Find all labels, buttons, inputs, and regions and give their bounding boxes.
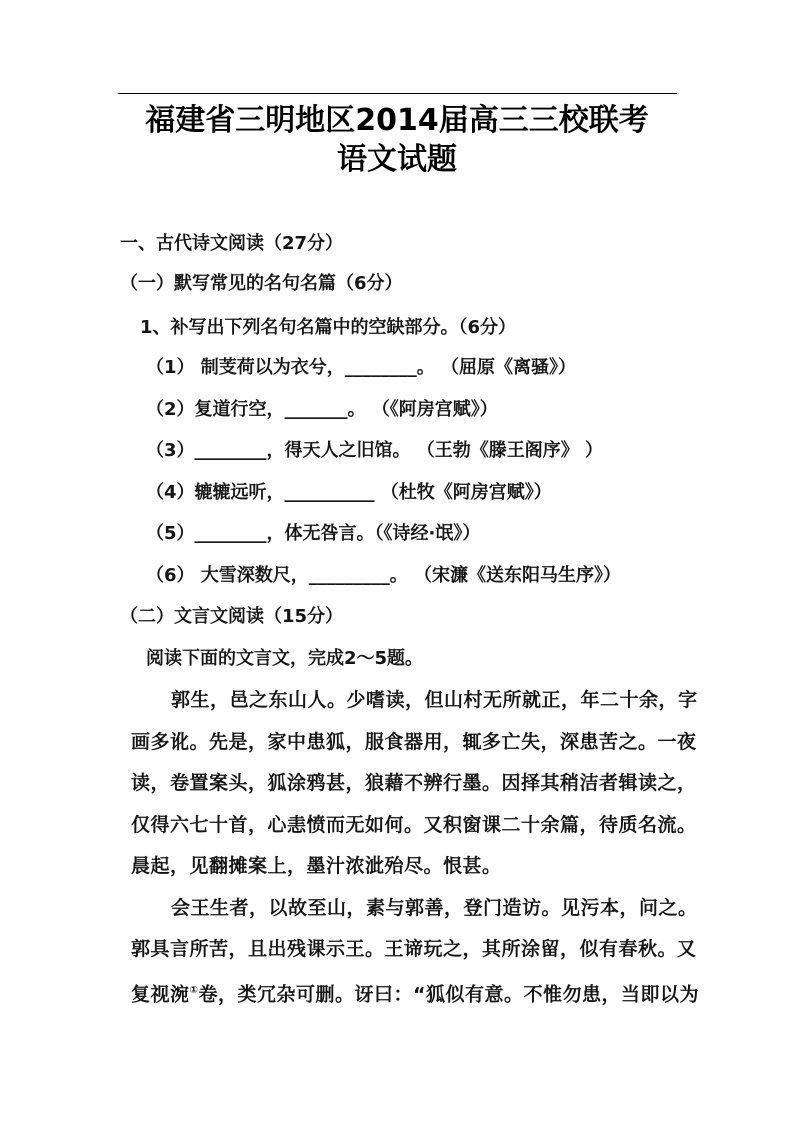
fill-item: （6） 大雪深数尺，_________。 （宋濂《送东阳马生序》） (146, 565, 622, 586)
fill-item: （3）________，得天人之旧馆。 （王勃《滕王阁序》 ） (146, 440, 604, 461)
document-title: 福建省三明地区2014届高三三校联考 (145, 103, 649, 138)
passage-line: 郭具言所苦，且出残课示王。王谛玩之，其所涂留，似有春秋。又 (131, 938, 697, 960)
footnote-marker: ① (189, 985, 199, 996)
fill-item: （2）复道行空，_______。 （《阿房宫赋》） (146, 399, 498, 420)
passage-line: 郭生，邑之东山人。少嗜读，但山村无所就正，年二十余，字 (171, 689, 698, 711)
passage-line: 画多讹。先是，家中患狐，服食器用，辄多亡失，深患苦之。一夜 (131, 731, 697, 753)
passage-line: 晨起，见翻摊案上，墨汁浓泚殆尽。恨甚。 (131, 855, 502, 877)
passage-line: 读，卷置案头，狐涂鸦甚，狼藉不辨行墨。因择其稍洁者辑读之， (131, 772, 697, 794)
part-heading: （一）默写常见的名句名篇（6分） (120, 273, 403, 294)
passage-text: 卷，类冗杂可删。讶曰：“狐似有意。不惟勿患，当即以为 (198, 983, 699, 1006)
section-heading: 一、古代诗文阅读（27分） (120, 233, 344, 254)
passage-line: 会王生者，以故至山，素与郭善，登门造访。见污本，问之。 (171, 897, 698, 919)
fill-item: （4）辘辘远听，__________ （杜牧《阿房宫赋》） (146, 482, 552, 503)
fill-item: （5）________，体无咎言。（《诗经·氓》） (146, 523, 481, 544)
fill-item: （1） 制芰荷以为衣兮，________。 （屈原《离骚》） (146, 357, 577, 378)
passage-line: 仅得六七十首，心恚愤而无如何。又积窗课二十余篇，待质名流。 (131, 814, 697, 836)
passage-text: 复视涴 (131, 983, 190, 1006)
header-rule (118, 93, 677, 94)
document-subtitle: 语文试题 (337, 142, 457, 177)
passage-line (131, 979, 699, 1006)
part-heading: （二）文言文阅读（15分） (120, 606, 344, 627)
reading-instruction: 阅读下面的文言文，完成2～5题。 (146, 648, 424, 669)
question-prompt: 1、补写出下列名句名篇中的空缺部分。（6分） (140, 317, 517, 338)
